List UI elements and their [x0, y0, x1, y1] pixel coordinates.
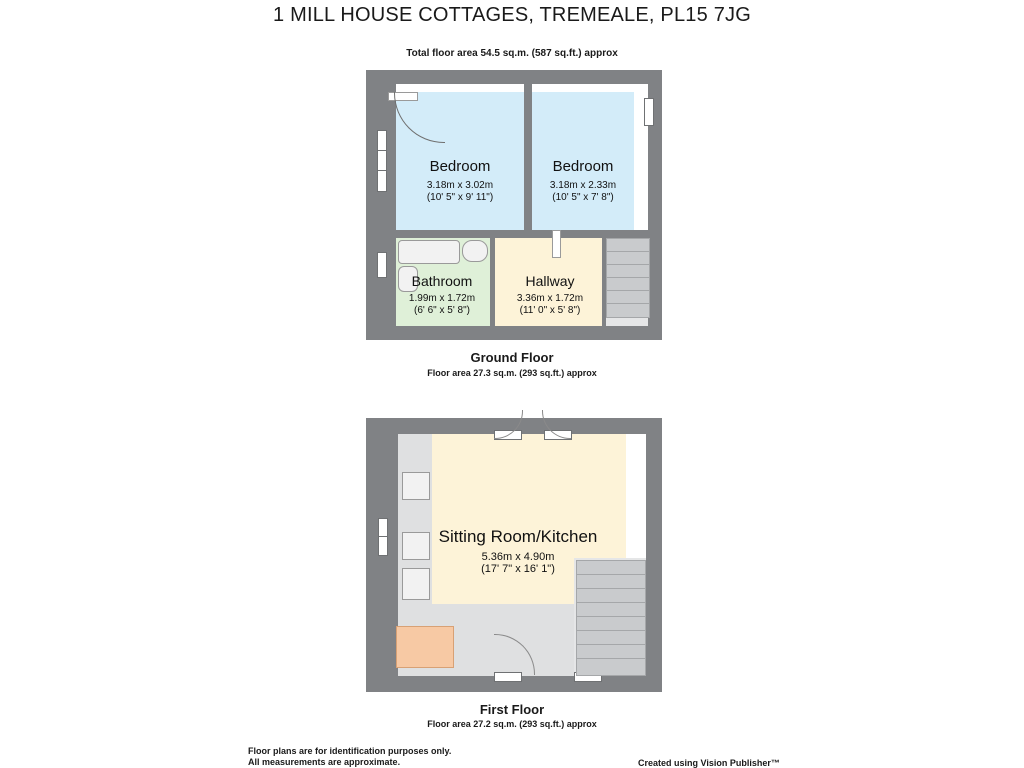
room-label: Hallway [525, 273, 575, 289]
room-dims-metric: 3.36m x 1.72m [516, 293, 584, 304]
window-left-upper [377, 130, 387, 152]
page-title: 1 MILL HOUSE COTTAGES, TREMEALE, PL15 7JG [273, 4, 751, 26]
window-left-side [378, 518, 388, 538]
bedroom-1-label-group [396, 158, 524, 204]
stair-step [576, 658, 646, 676]
stair-step [606, 303, 650, 318]
door-panel-hallway [552, 230, 561, 258]
room-dims-imperial: (10' 5" x 7' 8") [552, 192, 614, 203]
wall-right [646, 418, 662, 692]
window-left-lower [377, 170, 387, 192]
disclaimer-line-2: All measurements are approximate. [248, 757, 401, 767]
sitting-kitchen-label-group [418, 528, 618, 575]
window-right-bedroom [644, 98, 654, 126]
wall-top [366, 70, 662, 84]
room-dims-metric: 5.36m x 4.90m [481, 551, 555, 563]
disclaimer-line-1: Floor plans are for identification purposes only. [248, 746, 452, 756]
wall-left-thick-lower [366, 558, 398, 676]
window-left-side-2 [378, 536, 388, 556]
footer-disclaimer [248, 746, 451, 768]
bathroom-label-group [390, 272, 494, 317]
window-left-mid [377, 150, 387, 172]
window-left-bathroom [377, 252, 387, 278]
room-label: Bathroom [411, 273, 473, 289]
room-label: Bedroom [429, 158, 491, 175]
wall-left-thick-upper [366, 434, 398, 514]
wash-basin [462, 240, 488, 262]
bedroom-2-label-group [528, 158, 638, 204]
first-floor-area: Floor area 27.2 sq.m. (293 sq.ft.) approx [427, 719, 597, 729]
room-dims-imperial: (17' 7" x 16' 1") [481, 563, 555, 575]
room-dims-metric: 3.18m x 2.33m [549, 180, 617, 191]
room-dims-imperial: (11' 0" x 5' 8") [519, 305, 581, 316]
bath-tub [398, 240, 460, 264]
total-floor-area: Total floor area 54.5 sq.m. (587 sq.ft.) approx [406, 48, 618, 59]
built-in-cupboard [396, 626, 454, 668]
room-dims-imperial: (10' 5" x 9' 11") [426, 192, 494, 203]
ground-floor-caption: Ground Floor [470, 350, 554, 365]
room-label: Sitting Room/Kitchen [438, 527, 598, 546]
room-label: Bedroom [552, 158, 614, 175]
footer-credit: Created using Vision Publisher™ [638, 758, 780, 768]
ground-floor-plan [366, 70, 662, 340]
first-floor-plan [366, 418, 662, 692]
ground-floor-area: Floor area 27.3 sq.m. (293 sq.ft.) approx [427, 368, 597, 378]
first-floor-caption: First Floor [479, 702, 545, 717]
room-dims-metric: 3.18m x 3.02m [426, 180, 494, 191]
room-dims-metric: 1.99m x 1.72m [408, 293, 476, 304]
kitchen-hob [402, 472, 430, 500]
wall-bottom [366, 326, 662, 340]
hallway-label-group [494, 272, 606, 317]
wall-bedrooms-lower [396, 230, 648, 238]
room-dims-imperial: (6' 6" x 5' 8") [414, 305, 470, 316]
